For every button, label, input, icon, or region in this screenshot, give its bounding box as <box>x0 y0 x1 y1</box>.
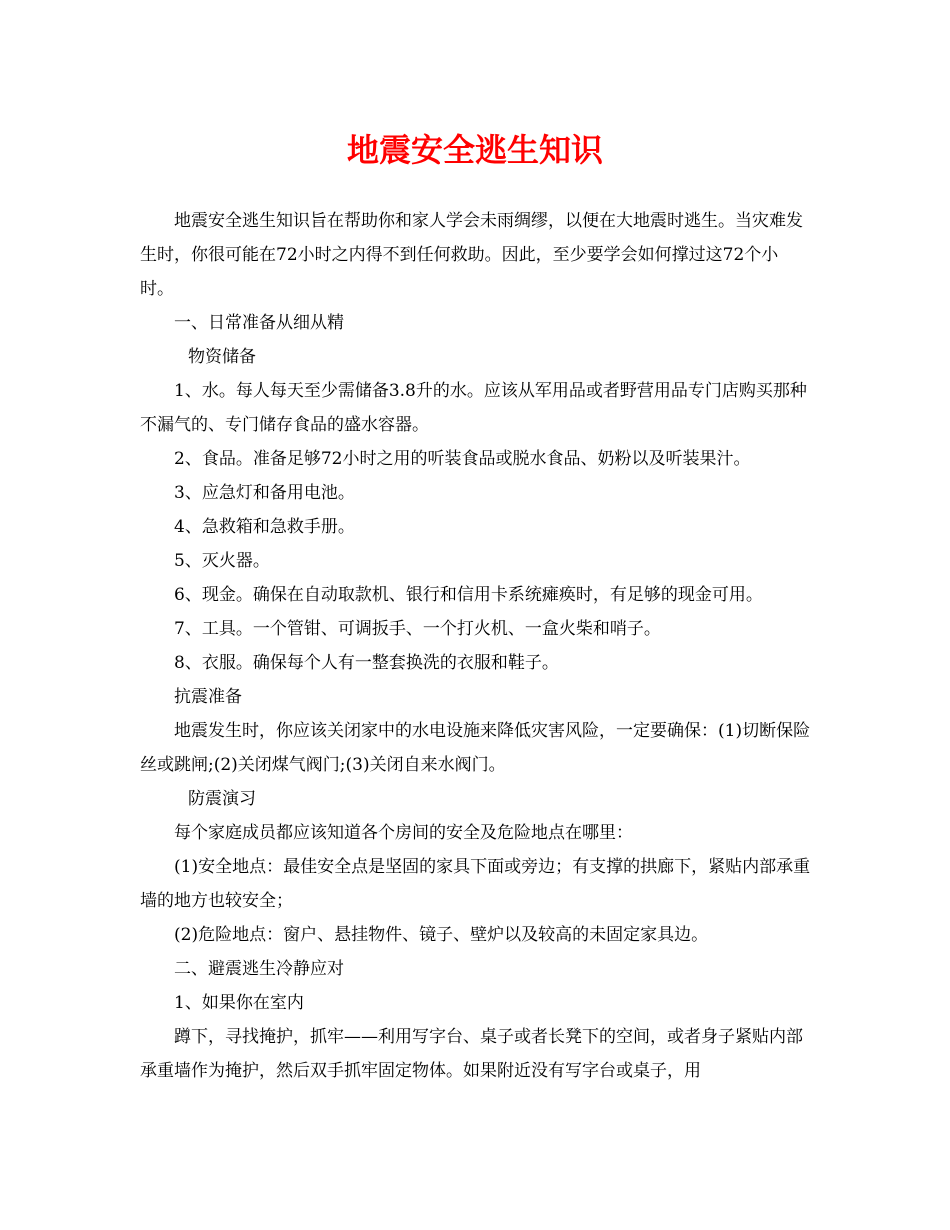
section-heading-escape: 二、避震逃生冷静应对 <box>174 959 344 979</box>
list-item-extinguisher: 5、灭火器。 <box>174 551 270 571</box>
subheading-supplies: 物资储备 <box>188 347 256 367</box>
indoors-paragraph: 蹲下，寻找掩护，抓牢——利用写字台、桌子或者长凳下的空间，或者身子紧贴内部承重墙作为掩护，然后双手抓牢固定物体。如果附近没有写字台或桌子，用 <box>140 1027 803 1081</box>
list-item-food: 2、食品。准备足够72小时之用的听装食品或脱水食品、奶粉以及听装果汁。 <box>174 449 751 469</box>
subheading-drill: 防震演习 <box>188 789 256 809</box>
quake-preparation-paragraph: 地震发生时，你应该关闭家中的水电设施来降低灾害风险，一定要确保：(1)切断保险丝或跳闸;(2)关闭煤气阀门;(3)关闭自来水阀门。 <box>140 721 811 775</box>
drill-paragraph: 每个家庭成员都应该知道各个房间的安全及危险地点在哪里： <box>174 823 633 843</box>
list-item-first-aid: 4、急救箱和急救手册。 <box>174 517 355 537</box>
list-item-water: 1、水。每人每天至少需储备3.8升的水。应该从军用品或者野营用品专门店购买那种不漏气的、专门储存食品的盛水容器。 <box>140 381 807 435</box>
subheading-indoors: 1、如果你在室内 <box>174 993 304 1013</box>
subheading-quake-preparation: 抗震准备 <box>174 687 242 707</box>
section-heading-daily-preparation: 一、日常准备从细从精 <box>174 313 344 333</box>
list-item-tools: 7、工具。一个管钳、可调扳手、一个打火机、一盒火柴和哨子。 <box>174 619 661 639</box>
document-body <box>140 204 812 1088</box>
list-item-clothes: 8、衣服。确保每个人有一整套换洗的衣服和鞋子。 <box>174 653 559 673</box>
list-item-emergency-light: 3、应急灯和备用电池。 <box>174 483 355 503</box>
intro-paragraph: 地震安全逃生知识旨在帮助你和家人学会未雨绸缪，以便在大地震时逃生。当灾难发生时，你很可能在72小时之内得不到任何救助。因此，至少要学会如何撑过这72个小时。 <box>140 211 803 299</box>
danger-places-paragraph: (2)危险地点：窗户、悬挂物件、镜子、壁炉以及较高的未固定家具边。 <box>174 925 709 945</box>
safe-places-paragraph: (1)安全地点：最佳安全点是坚固的家具下面或旁边；有支撑的拱廊下，紧贴内部承重墙的地方也较安全； <box>140 857 811 911</box>
list-item-cash: 6、现金。确保在自动取款机、银行和信用卡系统瘫痪时，有足够的现金可用。 <box>174 585 763 605</box>
document-title: 地震安全逃生知识 <box>346 131 603 169</box>
